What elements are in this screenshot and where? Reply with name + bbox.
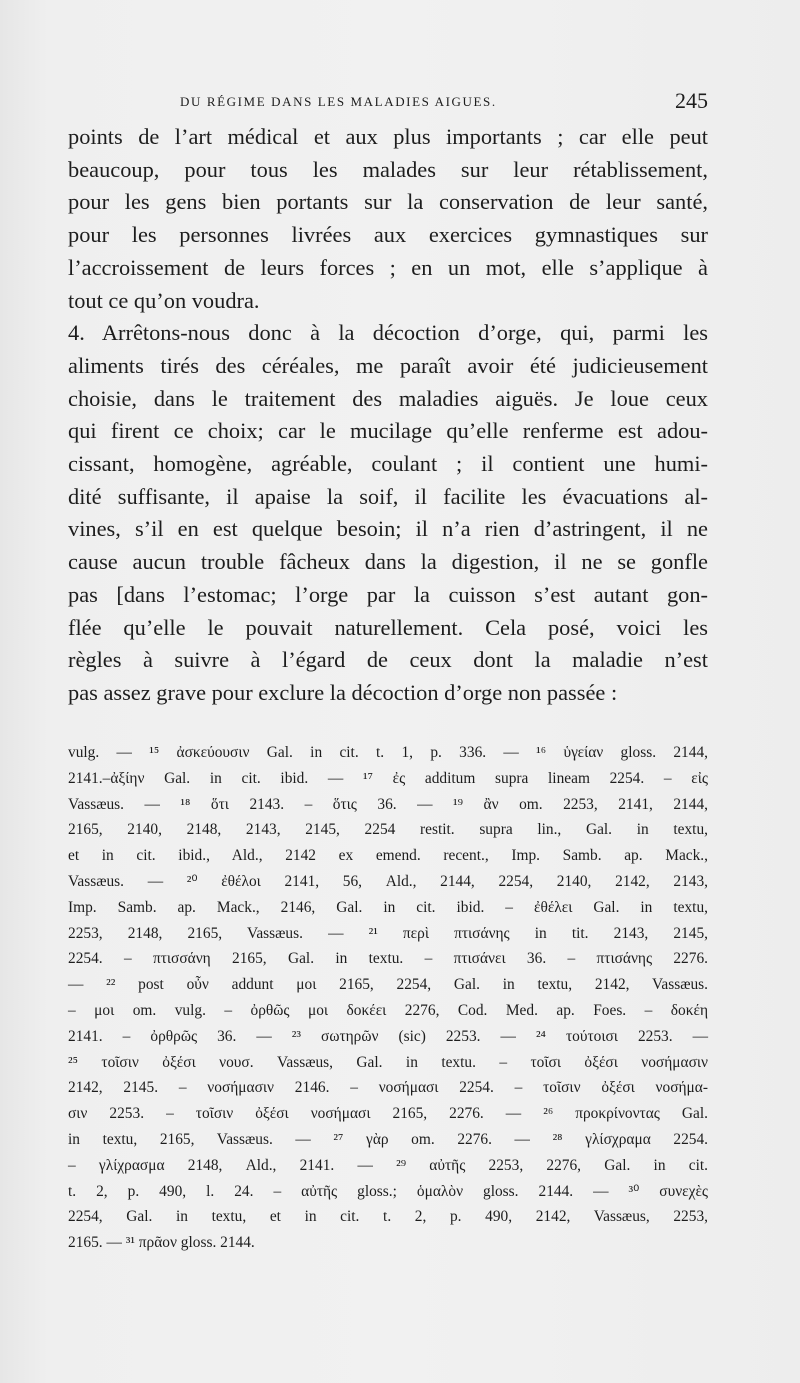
footnote-line: – μοι om. vulg. – ὀρθῶς μοι δοκέει 2276, Cod. Med. ap. Foes. – δοκέη [68,1001,708,1019]
text-line: 4. Arrêtons-nous donc à la décoction d’orge, qui, parmi les [68,320,708,346]
text-line: aliments tirés des céréales, me paraît avoir été judicieusement [68,352,708,378]
footnote-line: 2142, 2145. – νοσήμασιν 2146. – νοσήμασι 2254. – τοῖσιν ὀξέσι νοσήμα- [68,1079,708,1097]
text-line: points de l’art médical et aux plus importants ; car elle peut [68,124,708,149]
text-line: règles à suivre à l’égard de ceux dont la maladie n’est [68,647,708,673]
text-line: beaucoup, pour tous les malades sur leur rétablissement, [68,156,708,182]
main-text [68,121,708,710]
text-line: choisie, dans le traitement des maladies aiguës. Je loue ceux [68,385,708,411]
text-line: pour les gens bien portants sur la conservation de leur santé, [68,189,708,215]
text-line: flée qu’elle le pouvait naturellement. Cela posé, voici les [68,614,708,640]
footnote-line: t. 2, p. 490, l. 24. – αὐτῆς gloss.; ὁμαλὸν gloss. 2144. — ³⁰ συνεχὲς [68,1182,708,1200]
footnote-line: ²⁵ τοῖσιν ὀξέσι νουσ. Vassæus, Gal. in textu. – τοῖσι ὀξέσι νοσήμασιν [68,1053,708,1071]
text-line: l’accroissement de leurs forces ; en un mot, elle s’applique à [68,254,708,280]
text-line: cissant, homogène, agréable, coulant ; il contient une humi- [68,451,708,477]
footnote-line: — ²² post οὖν addunt μοι 2165, 2254, Gal. in textu, 2142, Vassæus. [68,976,708,994]
footnote-line: – γλίχρασμα 2148, Ald., 2141. — ²⁹ αὐτῆς 2253, 2276, Gal. in cit. [68,1156,708,1174]
footnote-line: 2141.–ἀξίην Gal. in cit. ibid. — ¹⁷ ἐς additum supra lineam 2254. – εἰς [68,769,708,787]
footnote-line: Vassæus. — ¹⁸ ὅτι 2143. – ὅτις 36. — ¹⁹ ἂν om. 2253, 2141, 2144, [68,795,708,813]
footnote-line: 2253, 2148, 2165, Vassæus. — ²¹ περὶ πτισάνης in tit. 2143, 2145, [68,924,708,942]
running-title: DU RÉGIME DANS LES MALADIES AIGUES. [180,94,497,109]
footnote-line: 2254, Gal. in textu, et in cit. t. 2, p. 490, 2142, Vassæus, 2253, [68,1208,708,1226]
footnote-line: Vassæus. — ²⁰ ἐθέλοι 2141, 56, Ald., 2144, 2254, 2140, 2142, 2143, [68,872,708,890]
running-head [68,88,708,118]
footnote-line: vulg. — ¹⁵ ἀσκεύουσιν Gal. in cit. t. 1, p. 336. — ¹⁶ ὑγείαν gloss. 2144, [68,744,708,761]
text-line: qui firent ce choix; car le mucilage qu’elle renferme est adou- [68,418,708,444]
footnote-line: in textu, 2165, Vassæus. — ²⁷ γὰρ om. 2276. — ²⁸ γλίσχραμα 2254. [68,1130,708,1148]
text-line: pas [dans l’estomac; l’orge par la cuisson s’est autant gon- [68,581,708,607]
page-number: 245 [675,88,708,113]
footnote-line: σιν 2253. – τοῖσιν ὀξέσι νοσήμασι 2165, 2276. — ²⁶ προκρίνοντας Gal. [68,1105,708,1123]
text-line: cause aucun trouble fâcheux dans la digestion, il ne se gonfle [68,549,708,575]
text-line: dité suffisante, il apaise la soif, il facilite les évacuations al- [68,483,708,509]
footnote-line: 2165. — ³¹ πρᾶον gloss. 2144. [68,1234,255,1252]
text-line: pour les personnes livrées aux exercices gymnastiques sur [68,222,708,248]
footnote-line: et in cit. ibid., Ald., 2142 ex emend. recent., Imp. Samb. ap. Mack., [68,847,708,865]
footnote-line: Imp. Samb. ap. Mack., 2146, Gal. in cit. ibid. – ἐθέλει Gal. in textu, [68,898,708,916]
footnotes [68,740,708,1256]
footnote-line: 2165, 2140, 2148, 2143, 2145, 2254 restit. supra lin., Gal. in textu, [68,821,708,839]
text-line: tout ce qu’on voudra. [68,287,260,313]
text-line: vines, s’il en est quelque besoin; il n’a rien d’astringent, il ne [68,516,708,542]
footnote-line: 2141. – ὀρθρῶς 36. — ²³ σωτηρῶν (sic) 2253. — ²⁴ τούτοισι 2253. — [68,1027,708,1045]
footnote-line: 2254. – πτισσάνη 2165, Gal. in textu. – πτισάνει 36. – πτισάνης 2276. [68,950,708,968]
text-line: pas assez grave pour exclure la décoction d’orge non passée : [68,679,618,705]
